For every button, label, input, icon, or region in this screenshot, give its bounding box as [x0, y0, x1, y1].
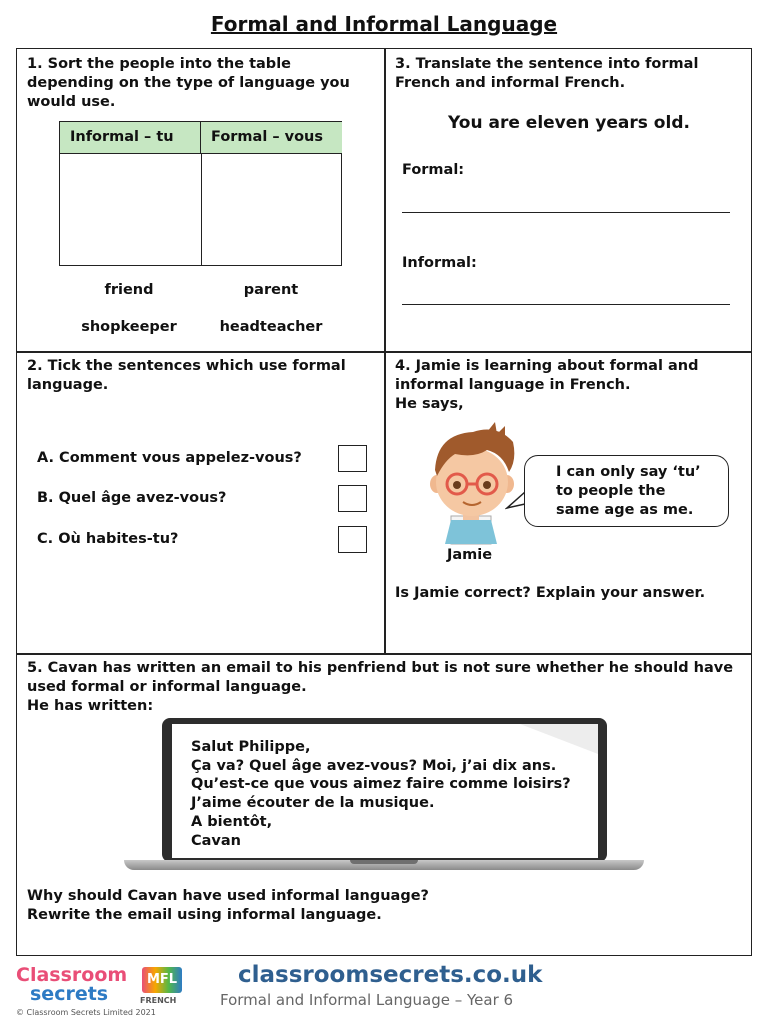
tickbox-c[interactable] [338, 526, 367, 553]
table-divider [201, 154, 202, 266]
row-divider-1 [17, 351, 751, 353]
classroom-secrets-logo: Classroom secrets [16, 964, 128, 1005]
tickbox-a[interactable] [338, 445, 367, 472]
question-3-prompt: 3. Translate the sentence into formal French and informal French. [395, 56, 699, 91]
row-divider-2 [17, 653, 751, 655]
email-body: Salut Philippe, Ça va? Quel âge avez-vous? Moi, j’ai dix ans. Qu’est-ce que vous aimez faire comme loisirs? J’aime écouter de la musique. A bientôt, Cavan [191, 739, 571, 849]
question-4-task: Is Jamie correct? Explain your answer. [395, 585, 706, 601]
french-label: FRENCH [140, 996, 177, 1005]
word-headteacher: headteacher [219, 319, 323, 335]
option-a: A. Comment vous appelez-vous? [37, 450, 302, 466]
column-informal: Informal – tu [60, 122, 201, 154]
question-1-prompt: 1. Sort the people into the table depending on the type of language you would use. [27, 56, 350, 110]
tickbox-b[interactable] [338, 485, 367, 512]
sort-table [59, 121, 342, 266]
site-link[interactable]: classroomsecrets.co.uk [238, 962, 543, 988]
character-name: Jamie [447, 547, 493, 563]
formal-label: Formal: [402, 162, 465, 178]
question-5-prompt: 5. Cavan has written an email to his penfriend but is not sure whether he should have used formal or informal language. He has written: [27, 660, 734, 714]
page-title: Formal and Informal Language [210, 12, 558, 36]
option-c: C. Où habites-tu? [37, 531, 179, 547]
word-shopkeeper: shopkeeper [81, 319, 177, 335]
mfl-badge: MFL [142, 967, 182, 993]
informal-label: Informal: [402, 255, 477, 271]
copyright: © Classroom Secrets Limited 2021 [16, 1008, 156, 1017]
question-5-tasks: Why should Cavan have used informal language? Rewrite the email using informal language. [27, 888, 429, 923]
option-b: B. Quel âge avez-vous? [37, 490, 227, 506]
laptop-notch [350, 860, 418, 864]
informal-answer-line[interactable] [402, 304, 730, 305]
footer-subtitle: Formal and Informal Language – Year 6 [220, 991, 514, 1009]
word-parent: parent [243, 282, 299, 298]
word-friend: friend [104, 282, 154, 298]
question-4-prompt: 4. Jamie is learning about formal and informal language in French. He says, [395, 358, 699, 412]
speech-bubble-text: I can only say ‘tu’ to people the same age as me. [556, 464, 701, 518]
question-2-prompt: 2. Tick the sentences which use formal language. [27, 358, 346, 393]
jamie-boy-illustration [425, 420, 520, 545]
column-formal: Formal – vous [201, 122, 342, 154]
formal-answer-line[interactable] [402, 212, 730, 213]
translate-sentence: You are eleven years old. [448, 113, 690, 133]
